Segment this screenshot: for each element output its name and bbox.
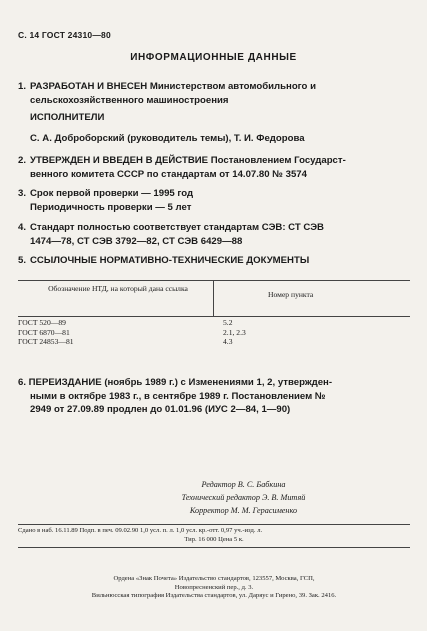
section-text: Стандарт полностью соответствует стандартам СЭВ: СТ СЭВ [30, 222, 324, 233]
footer-line1: Ордена «Знак Почета» Издательство стандартов, 123557, Москва, ГСП, [113, 575, 315, 582]
section-number: 4. [18, 222, 27, 233]
table-column-divider [213, 280, 214, 316]
imprint [18, 527, 410, 544]
table-doc-column [18, 318, 74, 347]
imprint-line2: Тир. 16 000 Цена 5 к. [184, 535, 244, 543]
table-row: ГОСТ 6870—81 [18, 327, 70, 337]
editor: Редактор В. С. Бабкина [201, 480, 286, 489]
table-row: ГОСТ 24853—81 [18, 337, 74, 346]
section-number: 5. [18, 255, 27, 266]
table-header-rule [18, 316, 410, 317]
imprint-bottom-rule [18, 547, 410, 548]
section-5 [18, 254, 408, 268]
page-header: С. 14 ГОСТ 24310—80 [18, 30, 111, 40]
section-3 [18, 187, 408, 214]
section-6-line2: ными в октябре 1983 г., в сентябре 1989 г. Постановлением № [30, 390, 326, 402]
table-header-item: Номер пункта [268, 290, 314, 299]
executors-text: С. А. Доброборский (руководитель темы), Т. И. Федорова [30, 133, 305, 144]
section-6-line3: 2949 от 27.09.89 продлен до 01.01.96 (ИУС 2—84, 1—90) [30, 404, 291, 415]
executors-list [18, 132, 408, 146]
credits [0, 478, 427, 517]
section-heading: УТВЕРЖДЕН И ВВЕДЕН В ДЕЙСТВИЕ [30, 155, 209, 166]
section-text: Постановлением Государст- [208, 155, 346, 166]
imprint-line1: Сдано в наб. 16.11.89 Подп. в печ. 09.02.90 1,0 усл. п. л. 1,0 усл. кр.-отт. 0,97 уч.-изд. л. [18, 527, 263, 534]
section-text-line2: 1474—78, СТ СЭВ 3792—82, СТ СЭВ 6429—88 [30, 235, 243, 247]
section-6-line1: 6. ПЕРЕИЗДАНИЕ (ноябрь 1989 г.) с Изменениями 1, 2, утвержден- [18, 377, 333, 388]
footer-line2: Новопресненский пер., д. 3. [174, 583, 254, 591]
section-6 [18, 376, 410, 417]
publisher-footer [18, 575, 410, 601]
footer-line3: Вильнюсская типография Издательства стандартов, ул. Даряус и Гирено, 39. Зак. 2416. [91, 592, 337, 600]
section-2 [18, 154, 408, 181]
section-text: Срок первой проверки — 1995 год [30, 188, 194, 199]
reference-table [18, 280, 410, 360]
executors-heading-text: ИСПОЛНИТЕЛИ [30, 112, 105, 123]
table-cell: 4.3 [223, 337, 233, 346]
executors-heading [18, 111, 408, 125]
section-text-line2: Периодичность проверки — 5 лет [30, 201, 192, 213]
section-1 [18, 80, 408, 107]
section-text-line2: сельскохозяйственного машиностроения [30, 94, 229, 106]
section-text-line2: венного комитета СССР по стандартам от 14.07.80 № 3574 [30, 168, 307, 180]
section-number: 3. [18, 188, 27, 199]
imprint-top-rule [18, 524, 410, 525]
section-text: Министерством автомобильного и [147, 81, 316, 92]
table-top-rule [18, 280, 410, 281]
table-item-column [223, 318, 246, 347]
table-header-document: Обозначение НТД, на который дана ссылка [48, 284, 188, 293]
section-4 [18, 221, 408, 248]
section-heading: ССЫЛОЧНЫЕ НОРМАТИВНО-ТЕХНИЧЕСКИЕ ДОКУМЕНТЫ [30, 255, 310, 266]
corrector: Корректор М. М. Герасименко [189, 506, 298, 515]
section-number: 2. [18, 155, 27, 166]
table-row: ГОСТ 520—89 [18, 318, 66, 327]
section-number: 1. [18, 81, 27, 92]
section-heading: РАЗРАБОТАН И ВНЕСЕН [30, 81, 148, 92]
table-cell: 2.1, 2.3 [223, 327, 246, 337]
tech-editor: Технический редактор Э. В. Митяй [181, 493, 306, 502]
page-title: ИНФОРМАЦИОННЫЕ ДАННЫЕ [130, 52, 297, 63]
table-cell: 5.2 [223, 318, 233, 327]
